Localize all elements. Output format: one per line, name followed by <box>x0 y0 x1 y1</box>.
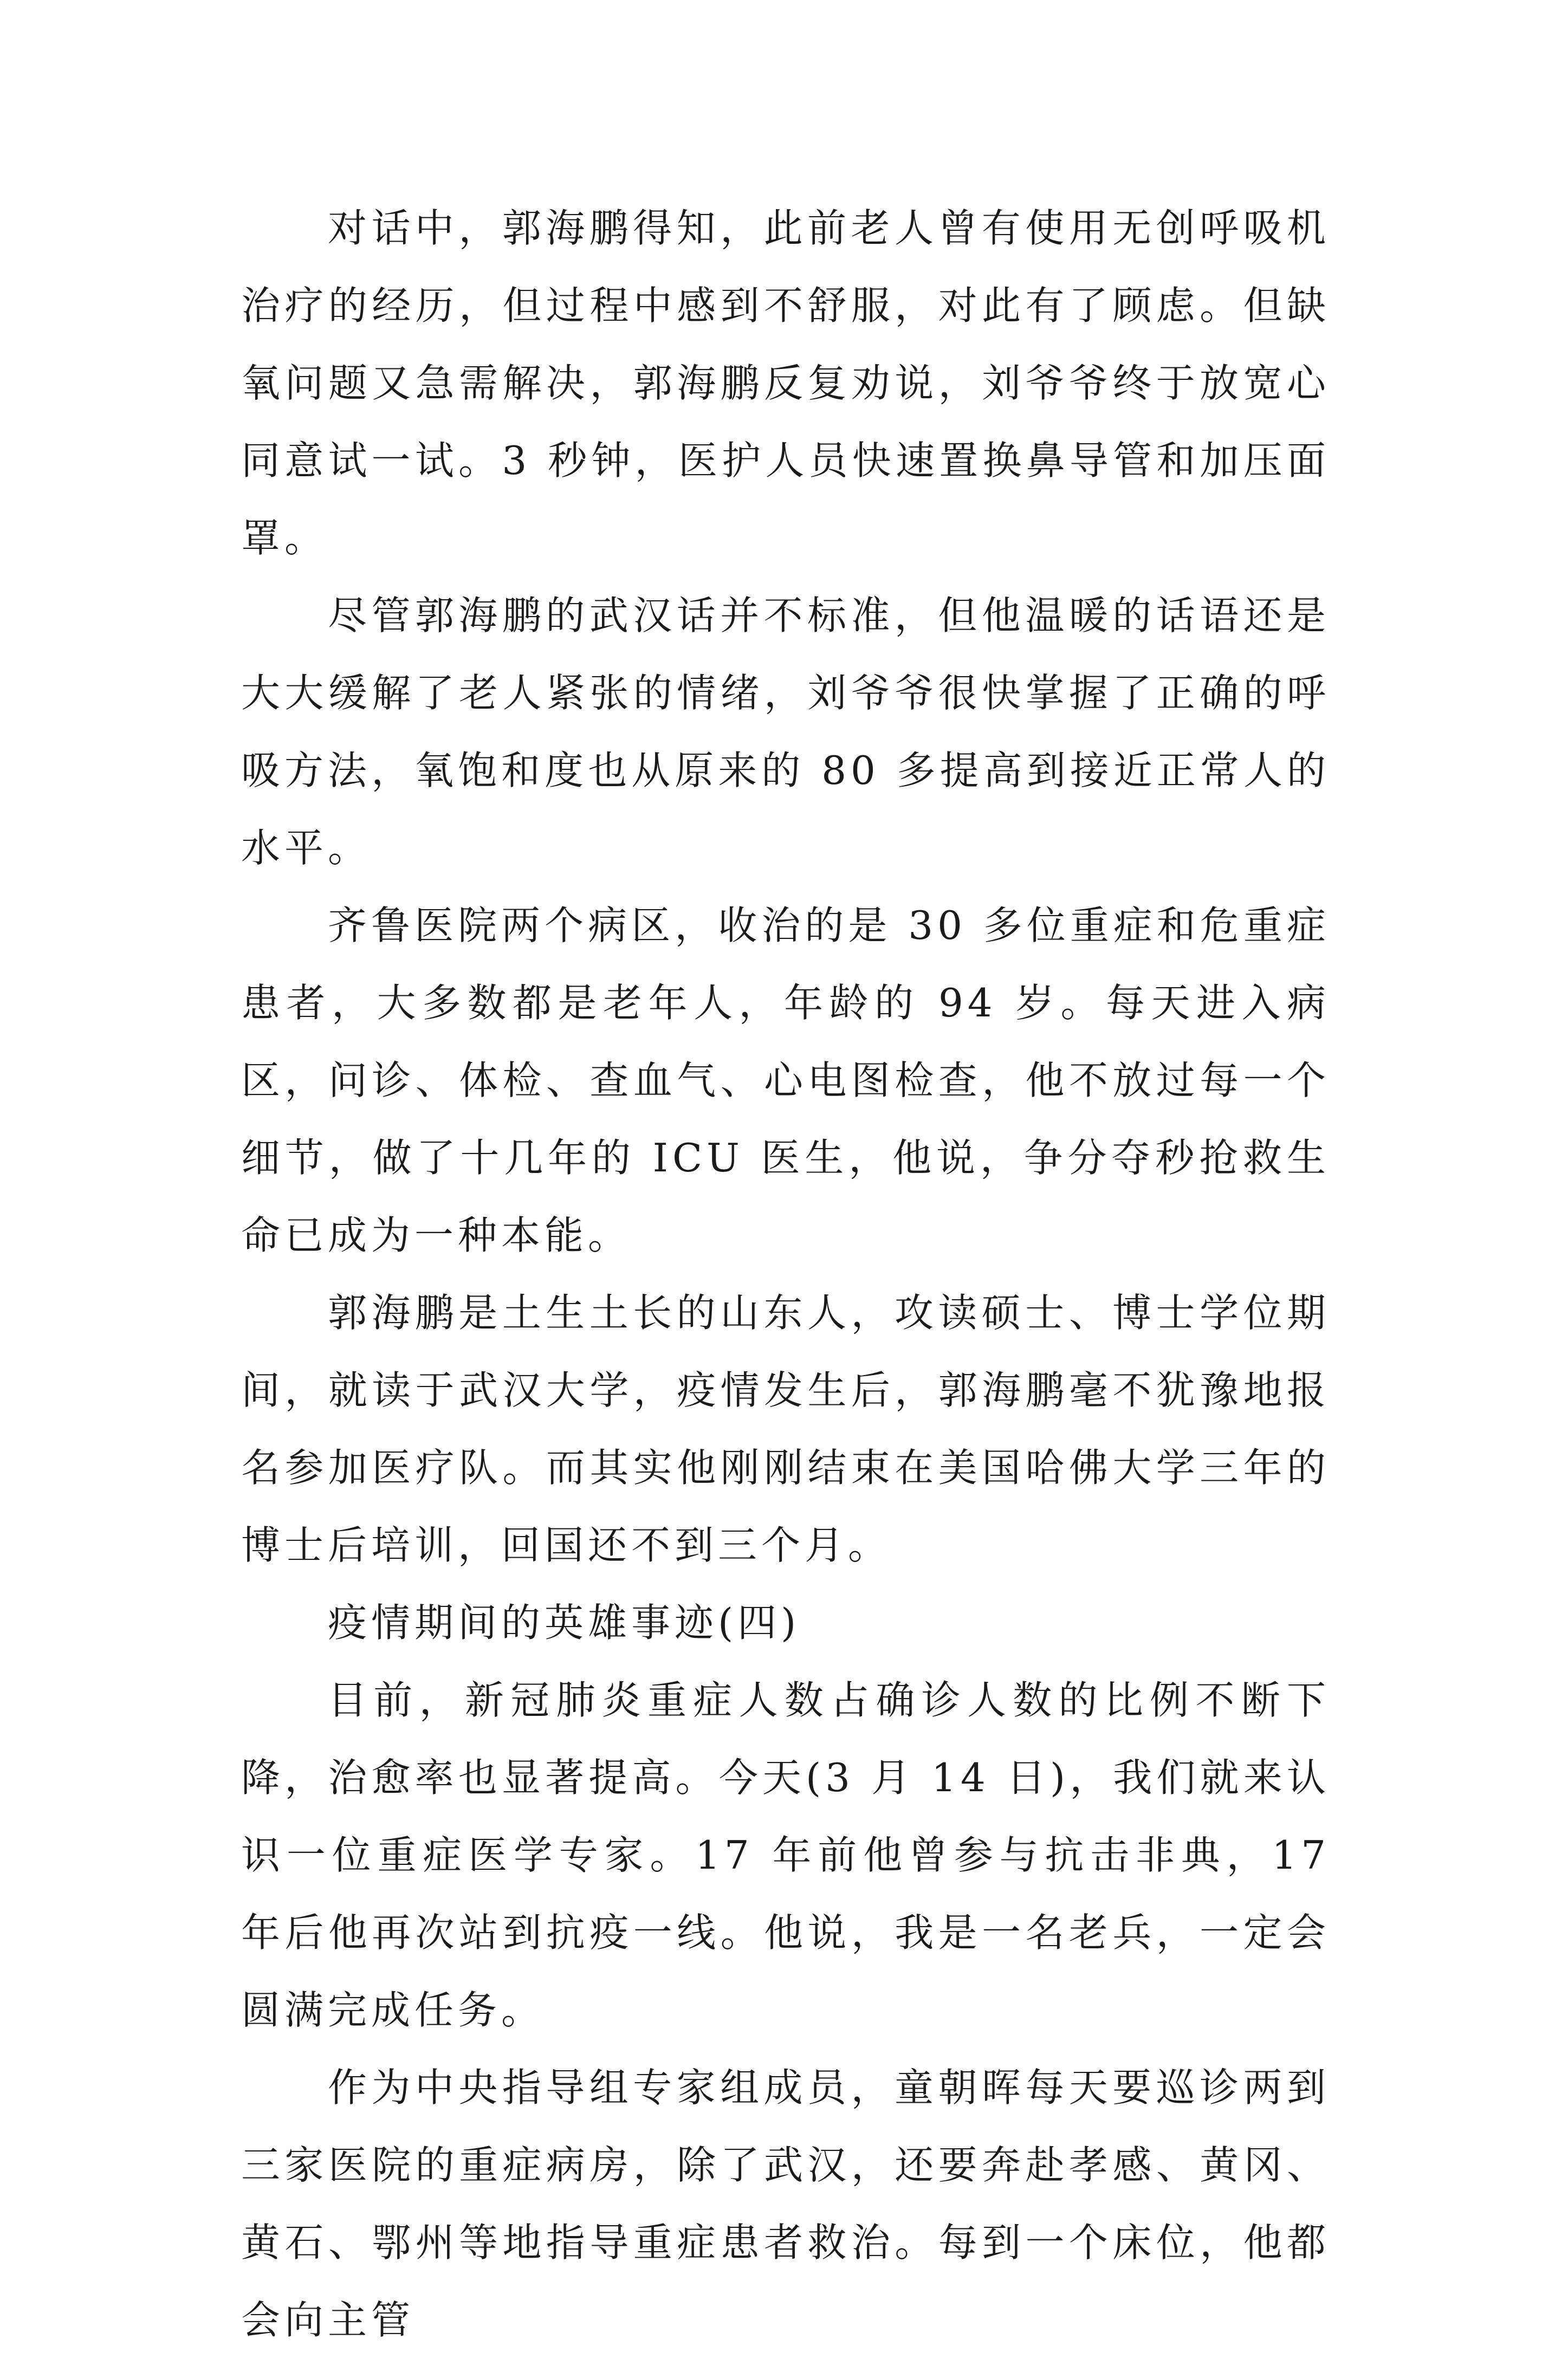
paragraph-6: 作为中央指导组专家组成员，童朝晖每天要巡诊两到三家医院的重症病房，除了武汉，还要奔赴孝感、黄冈、黄石、鄂州等地指导重症患者救治。每到一个床位，他都会向主管 <box>241 2065 1330 2343</box>
paragraph-5: 目前，新冠肺炎重症人数占确诊人数的比例不断下降，治愈率也显著提高。今天(3 月 14 日)，我们就来认识一位重症医学专家。17 年前他曾参与抗击非典，17 年后他再次站到抗疫一线。他说，我是一名老兵，一定会圆满完成任务。 <box>241 1677 1330 2033</box>
paragraph-2: 尽管郭海鹏的武汉话并不标准，但他温暖的话语还是大大缓解了老人紧张的情绪，刘爷爷很快掌握了正确的呼吸方法，氧饱和度也从原来的 80 多提高到接近正常人的水平。 <box>241 593 1330 871</box>
document-body <box>241 190 1330 2359</box>
section-heading: 疫情期间的英雄事迹(四) <box>328 1600 801 1645</box>
paragraph-4: 郭海鹏是土生土长的山东人，攻读硕士、博士学位期间，就读于武汉大学，疫情发生后，郭海鹏毫不犹豫地报名参加医疗队。而其实他刚刚结束在美国哈佛大学三年的博士后培训，回国还不到三个月。 <box>241 1290 1330 1568</box>
paragraph-3: 齐鲁医院两个病区，收治的是 30 多位重症和危重症患者，大多数都是老年人，年龄的 94 岁。每天进入病区，问诊、体检、查血气、心电图检查，他不放过每一个细节，做了十几年的 ICU 医生，他说，争分夺秒抢救生命已成为一种本能。 <box>241 903 1330 1258</box>
paragraph-1: 对话中，郭海鹏得知，此前老人曾有使用无创呼吸机治疗的经历，但过程中感到不舒服，对此有了顾虑。但缺氧问题又急需解决，郭海鹏反复劝说，刘爷爷终于放宽心同意试一试。3 秒钟，医护人员快速置换鼻导管和加压面罩。 <box>241 205 1330 561</box>
